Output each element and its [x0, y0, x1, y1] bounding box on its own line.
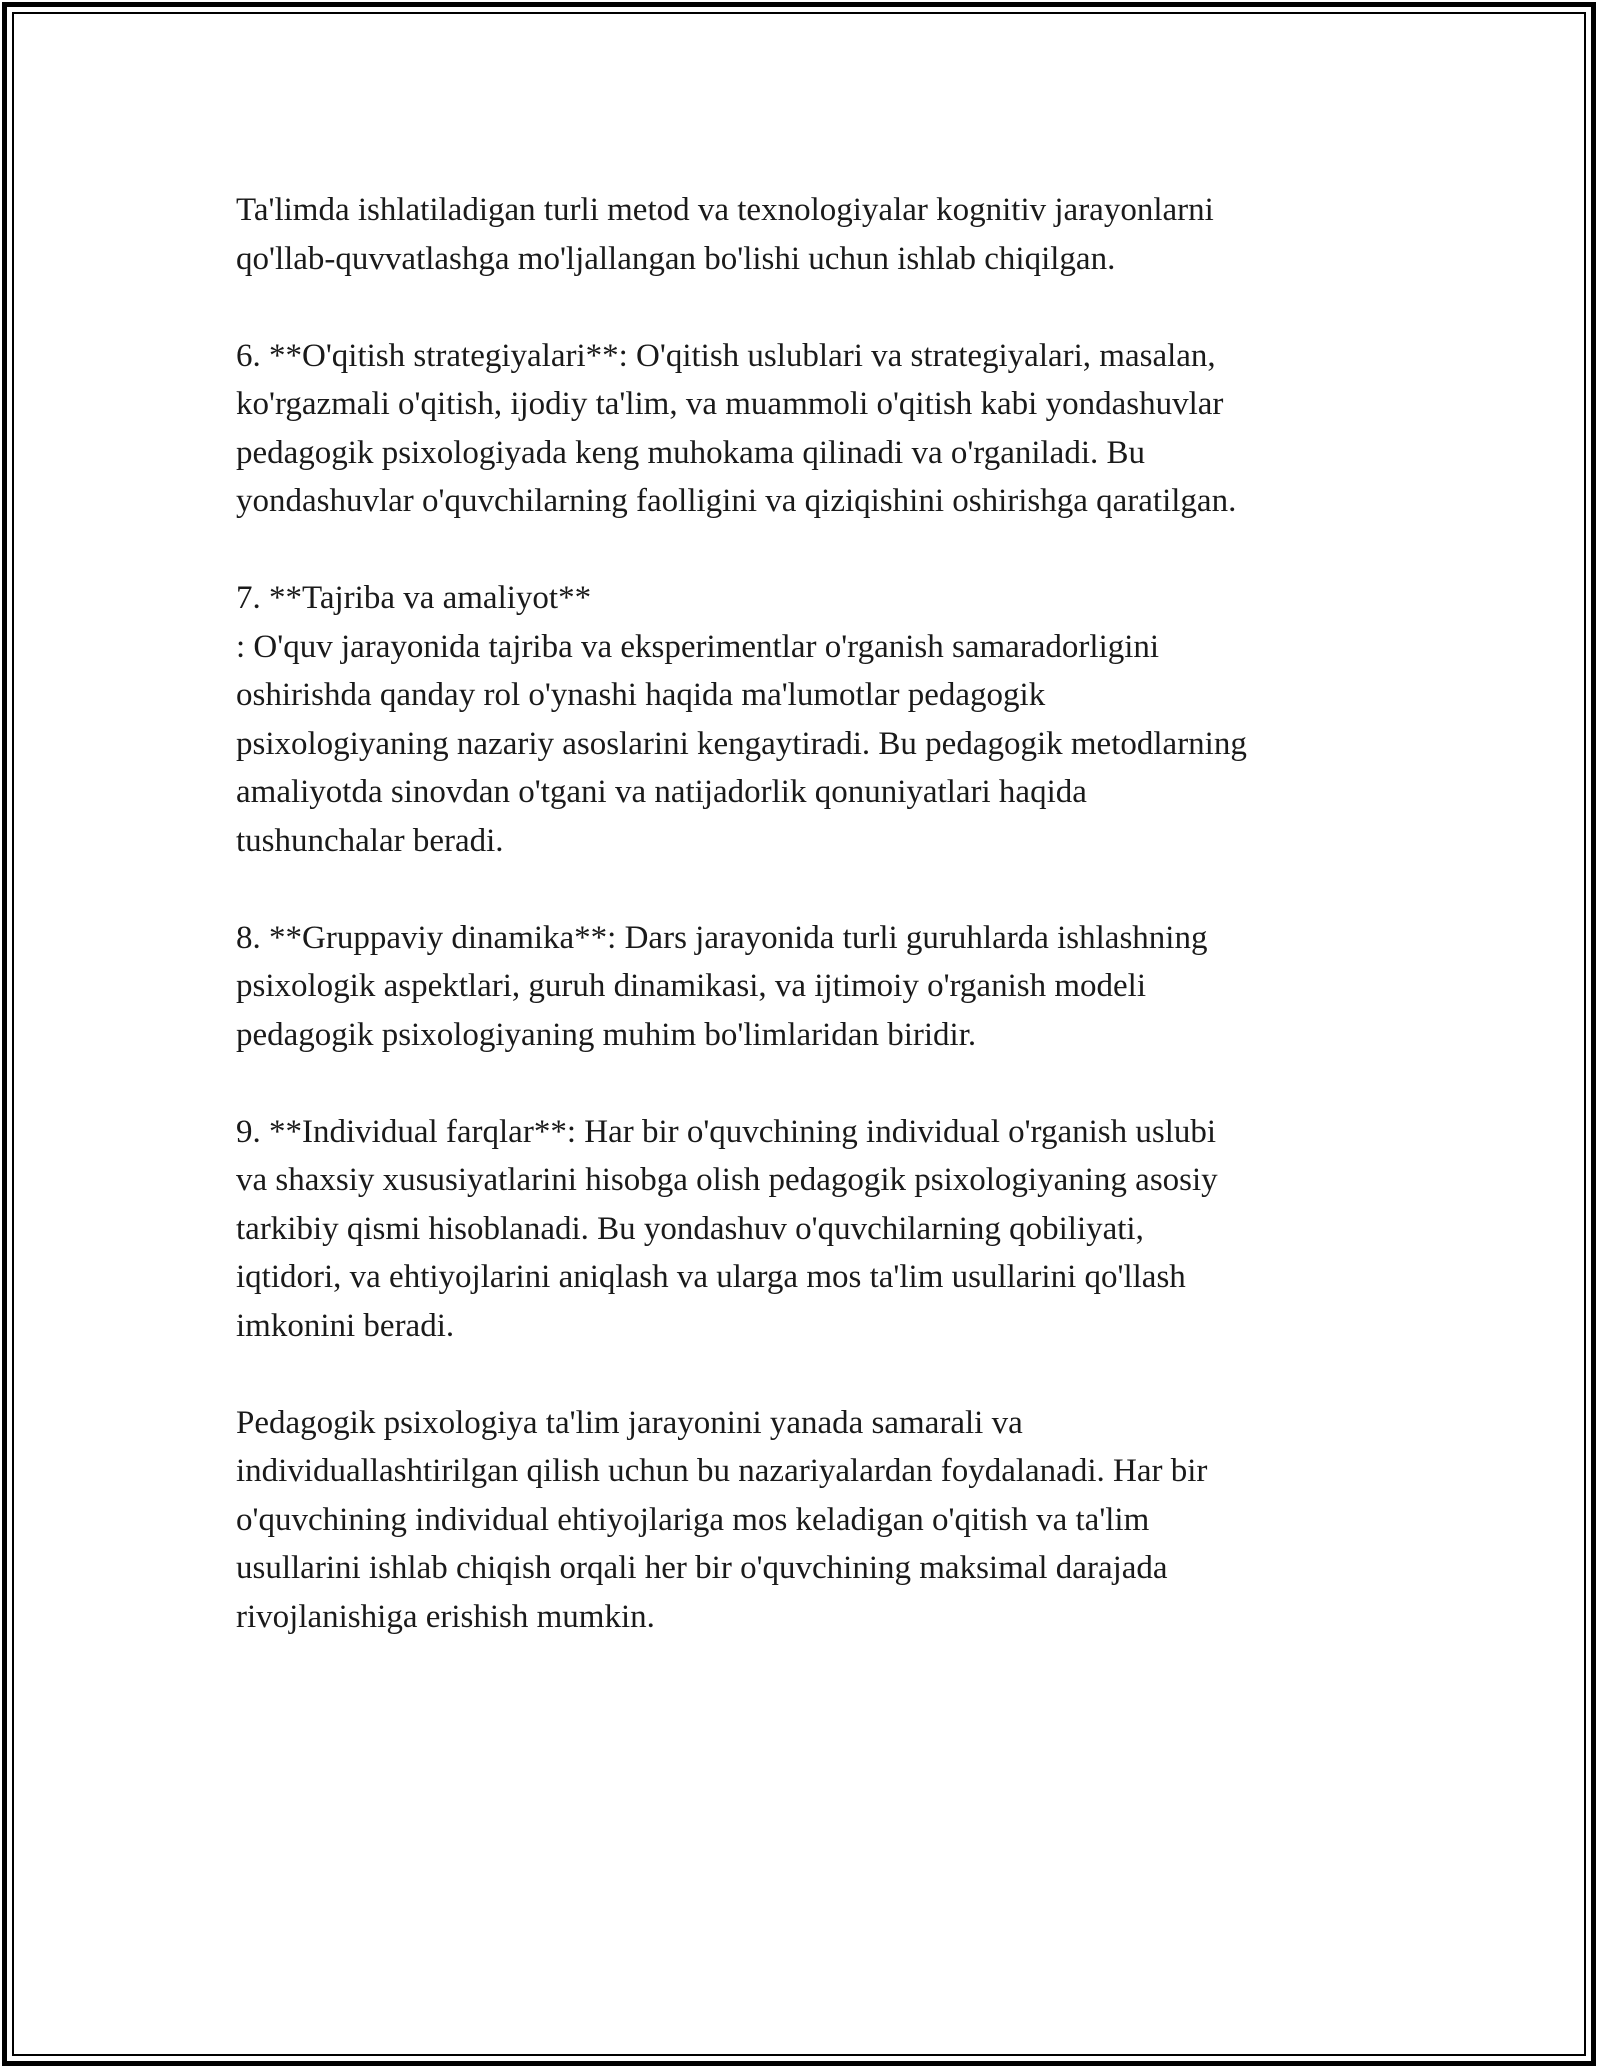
paragraph-item-7: 7. **Tajriba va amaliyot** : O'quv jarayonida tajriba va eksperimentlar o'rganish samaradorligini oshirishda qanday rol o'ynashi haqida ma'lumotlar pedagogik psixologiyaning nazariy asoslarini kengaytiradi. Bu pedagogik metodlarning amaliyotda sinovdan o'tgani va natijadorlik qonuniyatlari haqida tushunchalar beradi.: [236, 580, 1247, 859]
paragraph-item-8: 8. **Gruppaviy dinamika**: Dars jarayonida turli guruhlarda ishlashning psixologik aspektlari, guruh dinamikasi, va ijtimoiy o'rganish modeli pedagogik psixologiyaning muhim bo'limlaridan biridir.: [236, 919, 1208, 1053]
paragraph-conclusion: Pedagogik psixologiya ta'lim jarayonini yanada samarali va individuallashtirilgan qilish uchun bu nazariyalardan foydalanadi. Har bir o'quvchining individual ehtiyojlariga mos keladigan o'qitish va ta'lim usullarini ishlab chiqish orqali her bir o'quvchining maksimal darajada rivojlanishiga erishish mumkin.: [236, 1404, 1208, 1635]
paragraph-item-6: 6. **O'qitish strategiyalari**: O'qitish uslublari va strategiyalari, masalan, ko'rgazmali o'qitish, ijodiy ta'lim, va muammoli o'qitish kabi yondashuvlar pedagogik psixologiyada keng muhokama qilinadi va o'rganiladi. Bu yondashuvlar o'quvchilarning faolligini va qiziqishini oshirishga qaratilgan.: [236, 337, 1237, 519]
document-body: [236, 186, 1376, 1690]
paragraph-item-9: 9. **Individual farqlar**: Har bir o'quvchining individual o'rganish uslubi va shaxsiy xususiyatlarini hisobga olish pedagogik psixologiyaning asosiy tarkibiy qismi hisoblanadi. Bu yondashuv o'quvchilarning qobiliyati, iqtidori, va ehtiyojlarini aniqlash va ularga mos ta'lim usullarini qo'llash imkonini beradi.: [236, 1113, 1218, 1344]
paragraph-intro: Ta'limda ishlatiladigan turli metod va texnologiyalar kognitiv jarayonlarni qo'llab-quvvatlashga mo'ljallangan bo'lishi uchun ishlab chiqilgan.: [236, 192, 1214, 277]
